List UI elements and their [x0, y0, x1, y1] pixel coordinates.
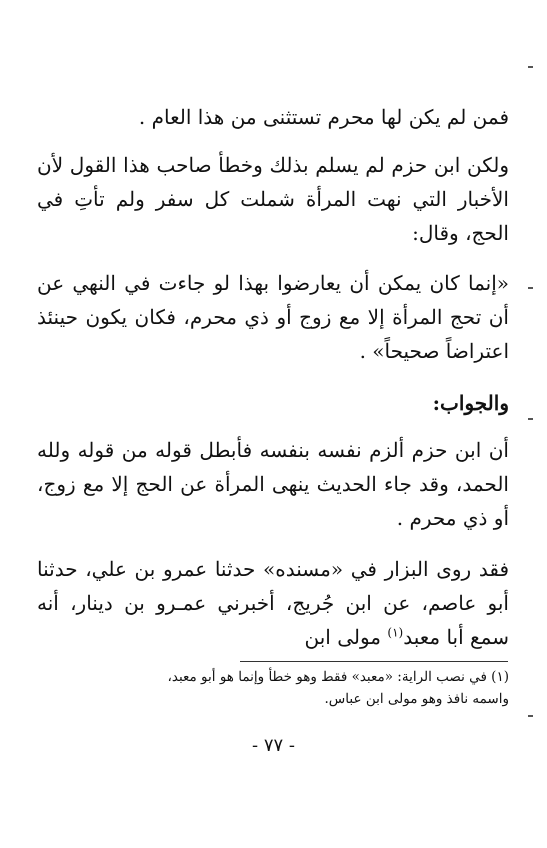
paragraph-answer: أن ابن حزم ألزم نفسه بنفسه فأبطل قوله من قوله ولله الحمد، وقد جاء الحديث ينهى المرأة عن الحج إلا مع زوج، أو ذي محرم .	[37, 438, 509, 530]
quote-paragraph: «إنما كان يمكن أن يعارضوا بهذا لو جاءت في النهي عن أن تحج المرأة إلا مع زوج أو ذي محرم، فكان يكون حينئذ اعتراضاً صحيحاً» .	[37, 271, 509, 363]
footnote-marker: (١)	[387, 625, 404, 640]
page-number: - ٧٧ -	[252, 735, 295, 756]
footnote-divider	[240, 661, 508, 662]
margin-mark	[528, 418, 533, 420]
narration-text-end: مولى ابن	[304, 625, 388, 649]
answer-heading: والجواب:	[432, 391, 509, 415]
paragraph-1: فمن لم يكن لها محرم تستثنى من هذا العام .	[138, 105, 509, 129]
margin-mark	[528, 66, 533, 68]
margin-mark	[528, 287, 533, 289]
paragraph-2: ولكن ابن حزم لم يسلم بذلك وخطأ صاحب هذا القول لأن الأخبار التي نهت المرأة شملت كل سفر ولم تأتِ في الحج، وقال:	[37, 153, 509, 245]
margin-mark	[528, 715, 533, 717]
narration-text: فقد روى البزار في «مسنده» حدثنا عمرو بن علي، حدثنا أبو عاصم، عن ابن جُريج، أخبرني عمـرو بن دينار، أنه سمع أبا معبد	[37, 557, 509, 649]
footnote	[37, 666, 509, 710]
footnote-line-2: واسمه نافذ وهو مولى ابن عباس.	[324, 691, 509, 707]
paragraph-narration	[37, 552, 509, 654]
footnote-line-1: (١) في نصب الراية: «معبد» فقط وهو خطأ وإنما هو أبو معبد،	[167, 669, 509, 685]
